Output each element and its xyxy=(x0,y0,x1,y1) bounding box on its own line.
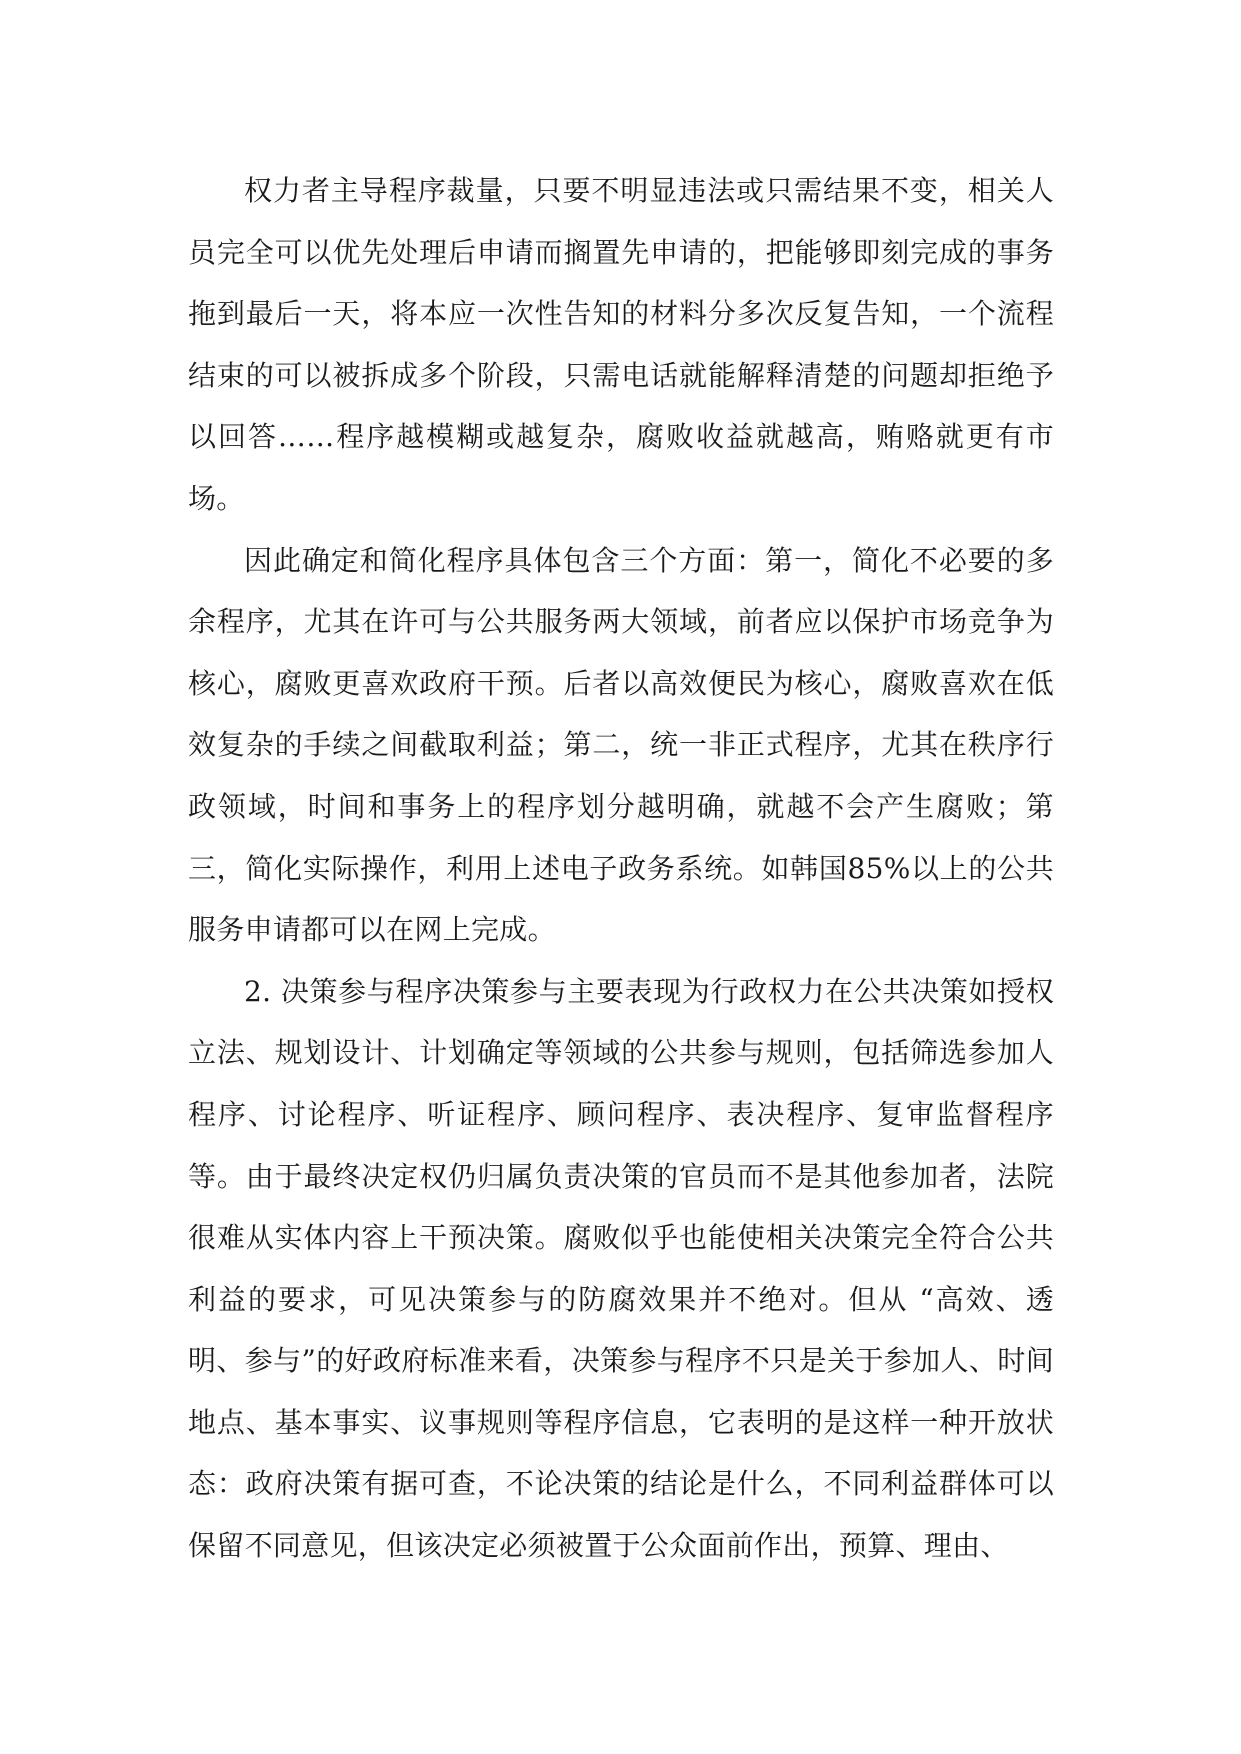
document-body xyxy=(188,160,1054,1577)
paragraph-3: 2. 决策参与程序决策参与主要表现为行政权力在公共决策如授权立法、规划设计、计划确定等领域的公共参与规则，包括筛选参加人程序、讨论程序、听证程序、顾问程序、表决程序、复审监督程序等。由于最终决定权仍归属负责决策的官员而不是其他参加者，法院很难从实体内容上干预决策。腐败似乎也能使相关决策完全符合公共利益的要求，可见决策参与的防腐效果并不绝对。但从 “高效、透明、参与”的好政府标准来看，决策参与程序不只是关于参加人、时间地点、基本事实、议事规则等程序信息，它表明的是这样一种开放状态：政府决策有据可查，不论决策的结论是什么，不同利益群体可以保留不同意见，但该决定必须被置于公众面前作出，预算、理由、 xyxy=(188,974,1054,1563)
paragraph-2: 因此确定和简化程序具体包含三个方面：第一，简化不必要的多余程序，尤其在许可与公共服务两大领域，前者应以保护市场竞争为核心，腐败更喜欢政府干预。后者以高效便民为核心，腐败喜欢在低效复杂的手续之间截取利益；第二，统一非正式程序，尤其在秩序行政领域，时间和事务上的程序划分越明确，就越不会产生腐败；第三，简化实际操作，利用上述电子政务系统。如韩国85%以上的公共服务申请都可以在网上完成。 xyxy=(188,543,1054,947)
paragraph-1: 权力者主导程序裁量，只要不明显违法或只需结果不变，相关人员完全可以优先处理后申请而搁置先申请的，把能够即刻完成的事务拖到最后一天，将本应一次性告知的材料分多次反复告知，一个流程结束的可以被拆成多个阶段，只需电话就能解释清楚的问题却拒绝予以回答……程序越模糊或越复杂，腐败收益就越高，贿赂就更有市场。 xyxy=(188,174,1054,515)
